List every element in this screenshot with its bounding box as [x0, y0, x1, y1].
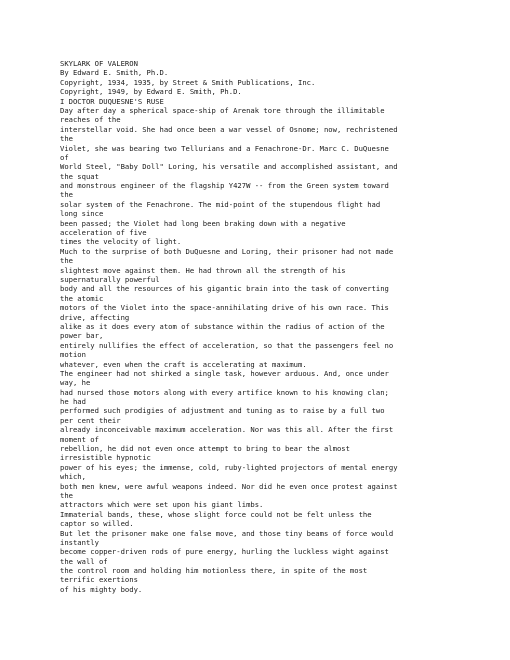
text-line: already inconceivable maximum acceleration. Nor was this all. After the first: [60, 425, 394, 435]
text-line: he had: [60, 397, 86, 407]
text-line: both men knew, were awful weapons indeed. Nor did he even once protest against: [60, 481, 398, 491]
text-line: But let the prisoner make one false move, and those tiny beams of force would: [60, 528, 394, 538]
text-line: rebellion, he did not even once attempt to bring to bear the almost: [60, 444, 350, 454]
text-line: been passed; the Violet had long been braking down with a negative: [60, 218, 346, 228]
text-line: the atomic: [60, 293, 104, 303]
text-line: the: [60, 190, 73, 200]
text-line: Much to the surprise of both DuQuesne and Loring, their prisoner had not made: [60, 246, 394, 256]
text-line: the squat: [60, 171, 99, 181]
text-line: interstellar void. She had once been a war vessel of Osnome; now, rechristened: [60, 124, 398, 134]
text-line: solar system of the Fenachrone. The mid-point of the stupendous flight had: [60, 199, 381, 209]
text-line: instantly: [60, 537, 99, 547]
text-line: way, he: [60, 378, 91, 388]
text-line: reaches of the: [60, 115, 121, 125]
text-line: drive, affecting: [60, 312, 130, 322]
text-line: the: [60, 134, 73, 144]
text-line: performed such prodigies of adjustment and tuning as to raise by a full two: [60, 406, 385, 416]
text-line: the: [60, 256, 73, 266]
text-line: Copyright, 1934, 1935, by Street & Smith Publications, Inc.: [60, 77, 316, 87]
text-line: per cent their: [60, 415, 121, 425]
text-line: Copyright, 1949, by Edward E. Smith, Ph.D.: [60, 87, 242, 97]
text-line: the: [60, 490, 73, 500]
text-line: long since: [60, 209, 104, 219]
text-line: terrific exertions: [60, 575, 138, 585]
text-line: the wall of: [60, 556, 108, 566]
text-line: attractors which were set upon his giant limbs.: [60, 500, 264, 510]
text-line: of his mighty body.: [60, 584, 143, 594]
text-line: body and all the resources of his gigantic brain into the task of converting: [60, 284, 389, 294]
text-line: The engineer had not shirked a single task, however arduous. And, once under: [60, 368, 389, 378]
text-line: entirely nullifies the effect of acceleration, so that the passengers feel no: [60, 340, 394, 350]
text-line: become copper-driven rods of pure energy, hurling the luckless wight against: [60, 547, 389, 557]
text-line: whatever, even when the craft is accelerating at maximum.: [60, 359, 307, 369]
text-line: times the velocity of light.: [60, 237, 182, 247]
text-line: the control room and holding him motionless there, in spite of the most: [60, 566, 368, 576]
text-line: Immaterial bands, these, whose slight force could not be felt unless the: [60, 509, 372, 519]
text-line: Violet, she was bearing two Tellurians and a Fenachrone-Dr. Marc C. DuQuesne: [60, 143, 389, 153]
text-line: slightest move against them. He had thrown all the strength of his: [60, 265, 346, 275]
text-line: power of his eyes; the immense, cold, ruby-lighted projectors of mental energy: [60, 462, 398, 472]
text-line: I DOCTOR DUQUESNE'S RUSE: [60, 96, 164, 106]
text-line: had nursed those motors along with every artifice known to his knowing clan;: [60, 387, 389, 397]
text-line: moment of: [60, 434, 99, 444]
text-line: alike as it does every atom of substance within the radius of action of the: [60, 321, 385, 331]
text-line: World Steel, "Baby Doll" Loring, his versatile and accomplished assistant, and: [60, 162, 398, 172]
text-line: supernaturally powerful: [60, 274, 160, 284]
text-line: and monstrous engineer of the flagship Y427W -- from the Green system toward: [60, 181, 389, 191]
text-line: acceleration of five: [60, 228, 147, 238]
text-line: Day after day a spherical space-ship of Arenak tore through the illimitable: [60, 105, 385, 115]
document-text: [60, 59, 460, 594]
document-title: SKYLARK OF VALERON: [60, 59, 138, 68]
text-line: which,: [60, 472, 86, 482]
text-line: power bar,: [60, 331, 104, 341]
text-line: motion: [60, 350, 86, 360]
text-line: By Edward E. Smith, Ph.D.: [60, 68, 169, 78]
text-line: of: [60, 152, 69, 162]
text-line: irresistible hypnotic: [60, 453, 151, 463]
text-line: captor so willed.: [60, 519, 134, 529]
text-line: motors of the Violet into the space-annihilating drive of his own race. This: [60, 303, 389, 313]
